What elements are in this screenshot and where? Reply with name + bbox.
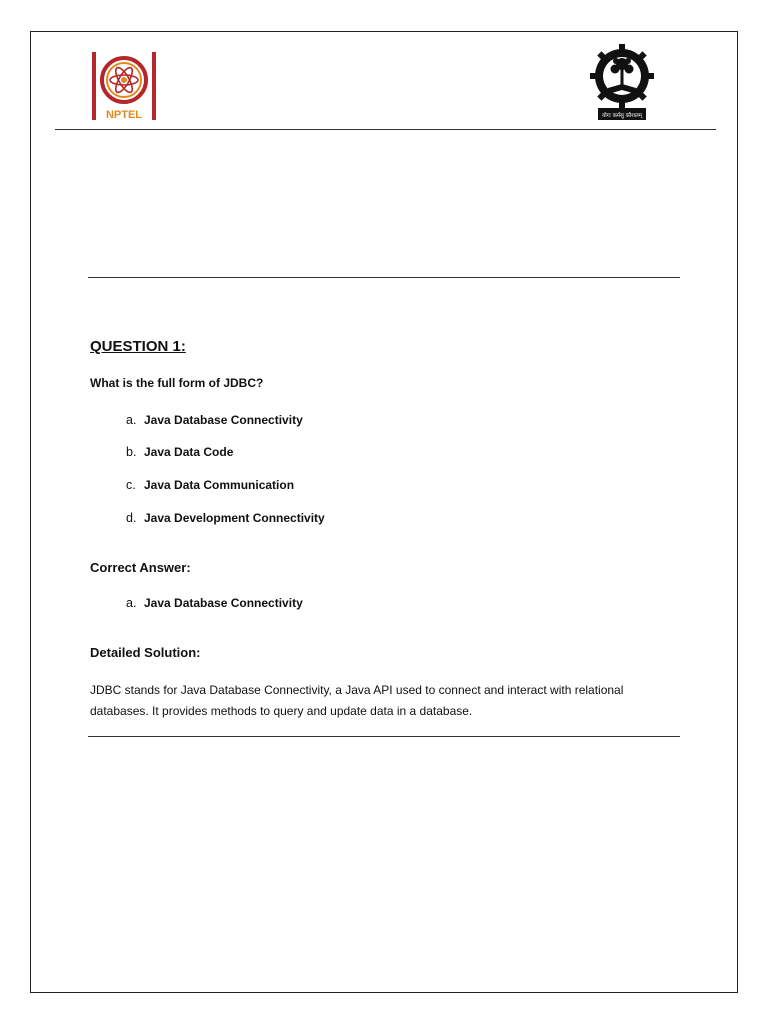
option-c (126, 478, 294, 492)
correct-answer-heading: Correct Answer: (90, 560, 191, 575)
option-b (126, 445, 233, 459)
question-text: What is the full form of JDBC? (90, 376, 264, 390)
option-text: Java Database Connectivity (144, 413, 303, 427)
option-letter: b. (126, 445, 137, 459)
option-letter: d. (126, 511, 137, 525)
option-d (126, 511, 325, 525)
iit-kharagpur-logo (590, 44, 654, 122)
question-top-rule (88, 277, 680, 278)
header-rule (55, 129, 716, 130)
option-text: Java Data Communication (144, 478, 295, 492)
iit-logo-motto: योगः कर्मसु कौशलम् (602, 113, 642, 119)
solution-line: JDBC stands for Java Database Connectivity, a Java API used to connect and interact with relational (90, 683, 624, 697)
option-text: Java Development Connectivity (144, 511, 325, 525)
nptel-logo-text: NPTEL (105, 109, 143, 121)
option-letter: a. (126, 596, 137, 610)
option-text: Java Data Code (144, 445, 234, 459)
option-a (126, 413, 303, 427)
question-title: QUESTION 1: (90, 338, 186, 355)
option-letter: c. (126, 478, 136, 492)
option-text: Java Database Connectivity (144, 596, 303, 610)
option-letter: a. (126, 413, 137, 427)
detailed-solution-heading: Detailed Solution: (90, 645, 201, 660)
correct-answer-option (126, 596, 303, 610)
question-bottom-rule (88, 736, 680, 737)
solution-line: databases. It provides methods to query and update data in a database. (90, 704, 473, 718)
nptel-logo (90, 52, 158, 122)
detailed-solution-text (90, 680, 670, 722)
